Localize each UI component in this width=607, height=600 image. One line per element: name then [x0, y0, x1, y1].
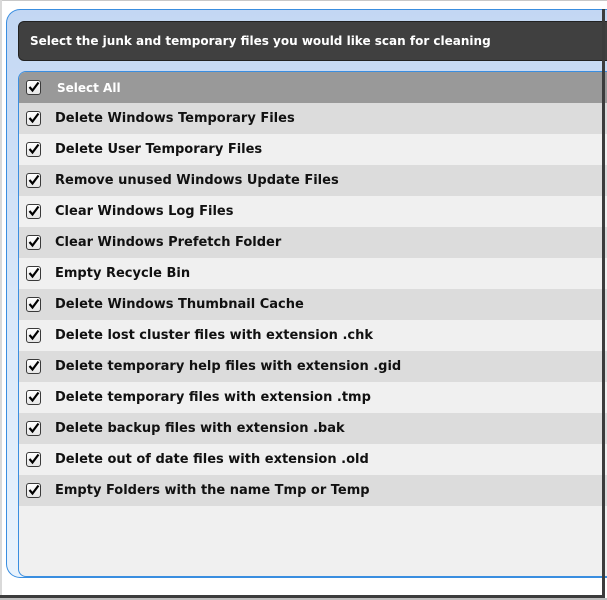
option-checkbox[interactable]	[26, 328, 41, 343]
checkmark-icon	[28, 81, 40, 93]
option-row-bak-files[interactable]	[19, 413, 607, 444]
checkmark-icon	[28, 112, 40, 124]
select-all-row[interactable]	[19, 72, 607, 103]
checkmark-icon	[28, 484, 40, 496]
option-checkbox[interactable]	[26, 297, 41, 312]
cleanup-options-list	[18, 71, 607, 577]
select-all-label: Select All	[57, 80, 121, 95]
option-row-empty-temp-folders[interactable]	[19, 475, 607, 506]
option-checkbox[interactable]	[26, 266, 41, 281]
option-label: Delete User Temporary Files	[55, 142, 263, 157]
option-row-gid-files[interactable]	[19, 351, 607, 382]
option-label: Delete Windows Thumbnail Cache	[55, 297, 304, 312]
checkmark-icon	[28, 298, 40, 310]
option-label: Empty Recycle Bin	[55, 266, 191, 281]
checkmark-icon	[28, 174, 40, 186]
option-row-prefetch[interactable]	[19, 227, 607, 258]
checkmark-icon	[28, 422, 40, 434]
option-label: Delete out of date files with extension .old	[55, 452, 369, 467]
option-row-recycle-bin[interactable]	[19, 258, 607, 289]
option-checkbox[interactable]	[26, 359, 41, 374]
option-label: Clear Windows Log Files	[55, 204, 234, 219]
checkmark-icon	[28, 453, 40, 465]
checkmark-icon	[28, 360, 40, 372]
checkmark-icon	[28, 236, 40, 248]
instructions-header	[18, 21, 607, 61]
option-label: Delete temporary files with extension .tmp	[55, 390, 371, 405]
option-checkbox[interactable]	[26, 142, 41, 157]
select-all-checkbox[interactable]	[26, 80, 41, 95]
option-label: Delete lost cluster files with extension .chk	[55, 328, 373, 343]
option-label: Delete temporary help files with extension .gid	[55, 359, 402, 374]
option-label: Remove unused Windows Update Files	[55, 173, 339, 188]
checkmark-icon	[28, 329, 40, 341]
window-left-edge	[0, 0, 2, 596]
option-row-old-files[interactable]	[19, 444, 607, 475]
option-row-tmp-files[interactable]	[19, 382, 607, 413]
option-checkbox[interactable]	[26, 483, 41, 498]
option-row-chk-files[interactable]	[19, 320, 607, 351]
option-label: Delete backup files with extension .bak	[55, 421, 345, 436]
option-checkbox[interactable]	[26, 173, 41, 188]
option-checkbox[interactable]	[26, 204, 41, 219]
option-label: Clear Windows Prefetch Folder	[55, 235, 282, 250]
checkmark-icon	[28, 267, 40, 279]
option-checkbox[interactable]	[26, 452, 41, 467]
option-row-windows-update[interactable]	[19, 165, 607, 196]
option-checkbox[interactable]	[26, 421, 41, 436]
option-label: Delete Windows Temporary Files	[55, 111, 295, 126]
option-checkbox[interactable]	[26, 235, 41, 250]
window-right-edge	[602, 9, 605, 596]
option-row-user-temp[interactable]	[19, 134, 607, 165]
option-checkbox[interactable]	[26, 111, 41, 126]
option-row-thumbnail-cache[interactable]	[19, 289, 607, 320]
window-top-edge	[0, 0, 607, 1]
checkmark-icon	[28, 205, 40, 217]
option-row-log-files[interactable]	[19, 196, 607, 227]
option-row-windows-temp[interactable]	[19, 103, 607, 134]
checkmark-icon	[28, 143, 40, 155]
option-label: Empty Folders with the name Tmp or Temp	[55, 483, 370, 498]
instructions-text: Select the junk and temporary files you would like scan for cleaning	[30, 34, 491, 48]
option-checkbox[interactable]	[26, 390, 41, 405]
checkmark-icon	[28, 391, 40, 403]
